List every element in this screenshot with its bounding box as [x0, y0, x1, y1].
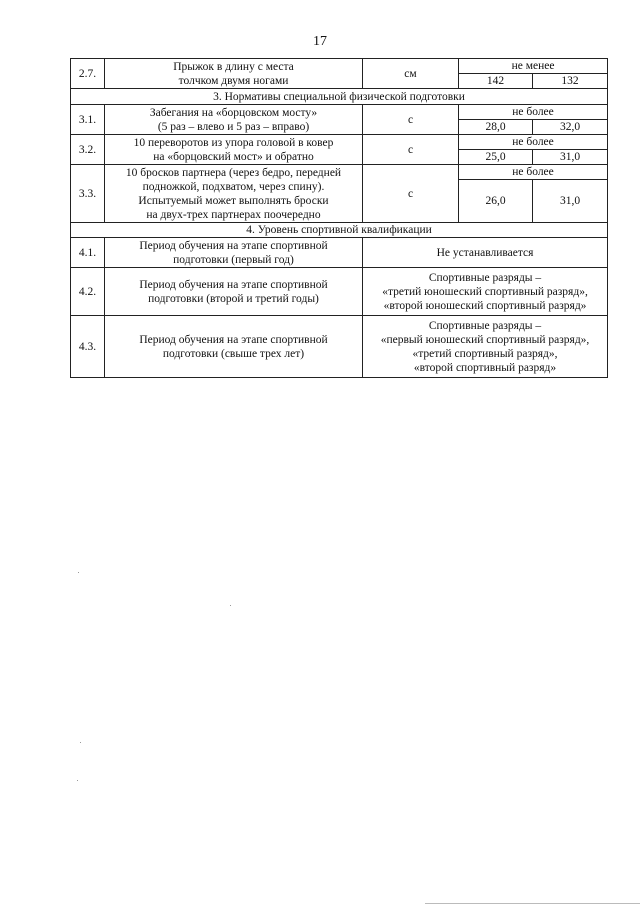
standards-table [70, 58, 608, 378]
table-row [71, 135, 608, 150]
description-line: подготовки (первый год) [173, 253, 294, 266]
section-row [71, 223, 608, 238]
description-line: на двух-трех партнерах поочередно [146, 208, 321, 221]
table-row [71, 316, 608, 378]
description-line: подготовки (свыше трех лет) [162, 347, 305, 360]
description-line: подножкой, подхватом, через спину). [142, 180, 325, 193]
value-line: «третий спортивный разряд», [412, 347, 558, 360]
row-number: 4.2. [71, 268, 105, 316]
value-cell: 26,0 [459, 180, 533, 223]
description-line: Испытуемый может выполнять броски [138, 194, 329, 207]
exercise-description [105, 135, 363, 165]
condition-cell: не более [459, 105, 608, 120]
value-cell: 142 [459, 74, 533, 89]
description-line: Период обучения на этапе спортивной [139, 239, 328, 252]
period-description [105, 268, 363, 316]
scan-artifact [80, 742, 81, 743]
condition-cell: не менее [459, 59, 608, 74]
unit-cell: с [363, 105, 459, 135]
row-number: 3.2. [71, 135, 105, 165]
row-number: 2.7. [71, 59, 105, 89]
condition-cell: не более [459, 165, 608, 180]
table-row [71, 238, 608, 268]
value-cell: 31,0 [533, 150, 608, 165]
value-cell: 132 [533, 74, 608, 89]
description-line: подготовки (второй и третий годы) [148, 292, 319, 305]
description-line: 10 переворотов из упора головой в ковер [133, 136, 334, 149]
qualification-value [363, 268, 608, 316]
scan-artifact [77, 780, 78, 781]
period-description [105, 238, 363, 268]
value-cell: 32,0 [533, 120, 608, 135]
unit-cell: см [363, 59, 459, 89]
value-line: «второй юношеский спортивный разряд» [383, 299, 587, 312]
value-line: Спортивные разряды – [428, 319, 542, 332]
row-number: 4.3. [71, 316, 105, 378]
unit-cell: с [363, 165, 459, 223]
row-number: 3.1. [71, 105, 105, 135]
scan-artifact [78, 572, 79, 573]
description-line: (5 раз – влево и 5 раз – вправо) [157, 120, 310, 133]
section-row [71, 89, 608, 105]
value-line: «второй спортивный разряд» [413, 361, 557, 374]
description-line: Период обучения на этапе спортивной [139, 278, 328, 291]
qualification-value [363, 316, 608, 378]
value-line: Не устанавливается [436, 246, 534, 259]
value-line: «первый юношеский спортивный разряд», [380, 333, 590, 346]
qualification-value [363, 238, 608, 268]
description-line: толчком двумя ногами [178, 74, 289, 87]
period-description [105, 316, 363, 378]
table-row [71, 59, 608, 74]
condition-cell: не более [459, 135, 608, 150]
value-cell: 25,0 [459, 150, 533, 165]
row-number: 3.3. [71, 165, 105, 223]
description-line: Прыжок в длину с места [173, 60, 294, 73]
section-heading: 3. Нормативы специальной физической подготовки [71, 89, 608, 105]
section-heading: 4. Уровень спортивной квалификации [71, 223, 608, 238]
value-line: Спортивные разряды – [428, 271, 542, 284]
exercise-description [105, 165, 363, 223]
page-number: 17 [313, 34, 327, 49]
row-number: 4.1. [71, 238, 105, 268]
scan-edge-line [425, 903, 640, 904]
description-line: 10 бросков партнера (через бедро, передней [125, 166, 342, 179]
description-line: Забегания на «борцовском мосту» [149, 106, 318, 119]
exercise-description [105, 105, 363, 135]
value-line: «третий юношеский спортивный разряд», [382, 285, 588, 298]
unit-cell: с [363, 135, 459, 165]
description-line: Период обучения на этапе спортивной [139, 333, 328, 346]
exercise-description [105, 59, 363, 89]
table-row [71, 165, 608, 180]
value-cell: 28,0 [459, 120, 533, 135]
description-line: на «борцовский мост» и обратно [153, 150, 314, 163]
scan-artifact [230, 605, 231, 606]
table-row [71, 268, 608, 316]
table-row [71, 105, 608, 120]
value-cell: 31,0 [533, 180, 608, 223]
